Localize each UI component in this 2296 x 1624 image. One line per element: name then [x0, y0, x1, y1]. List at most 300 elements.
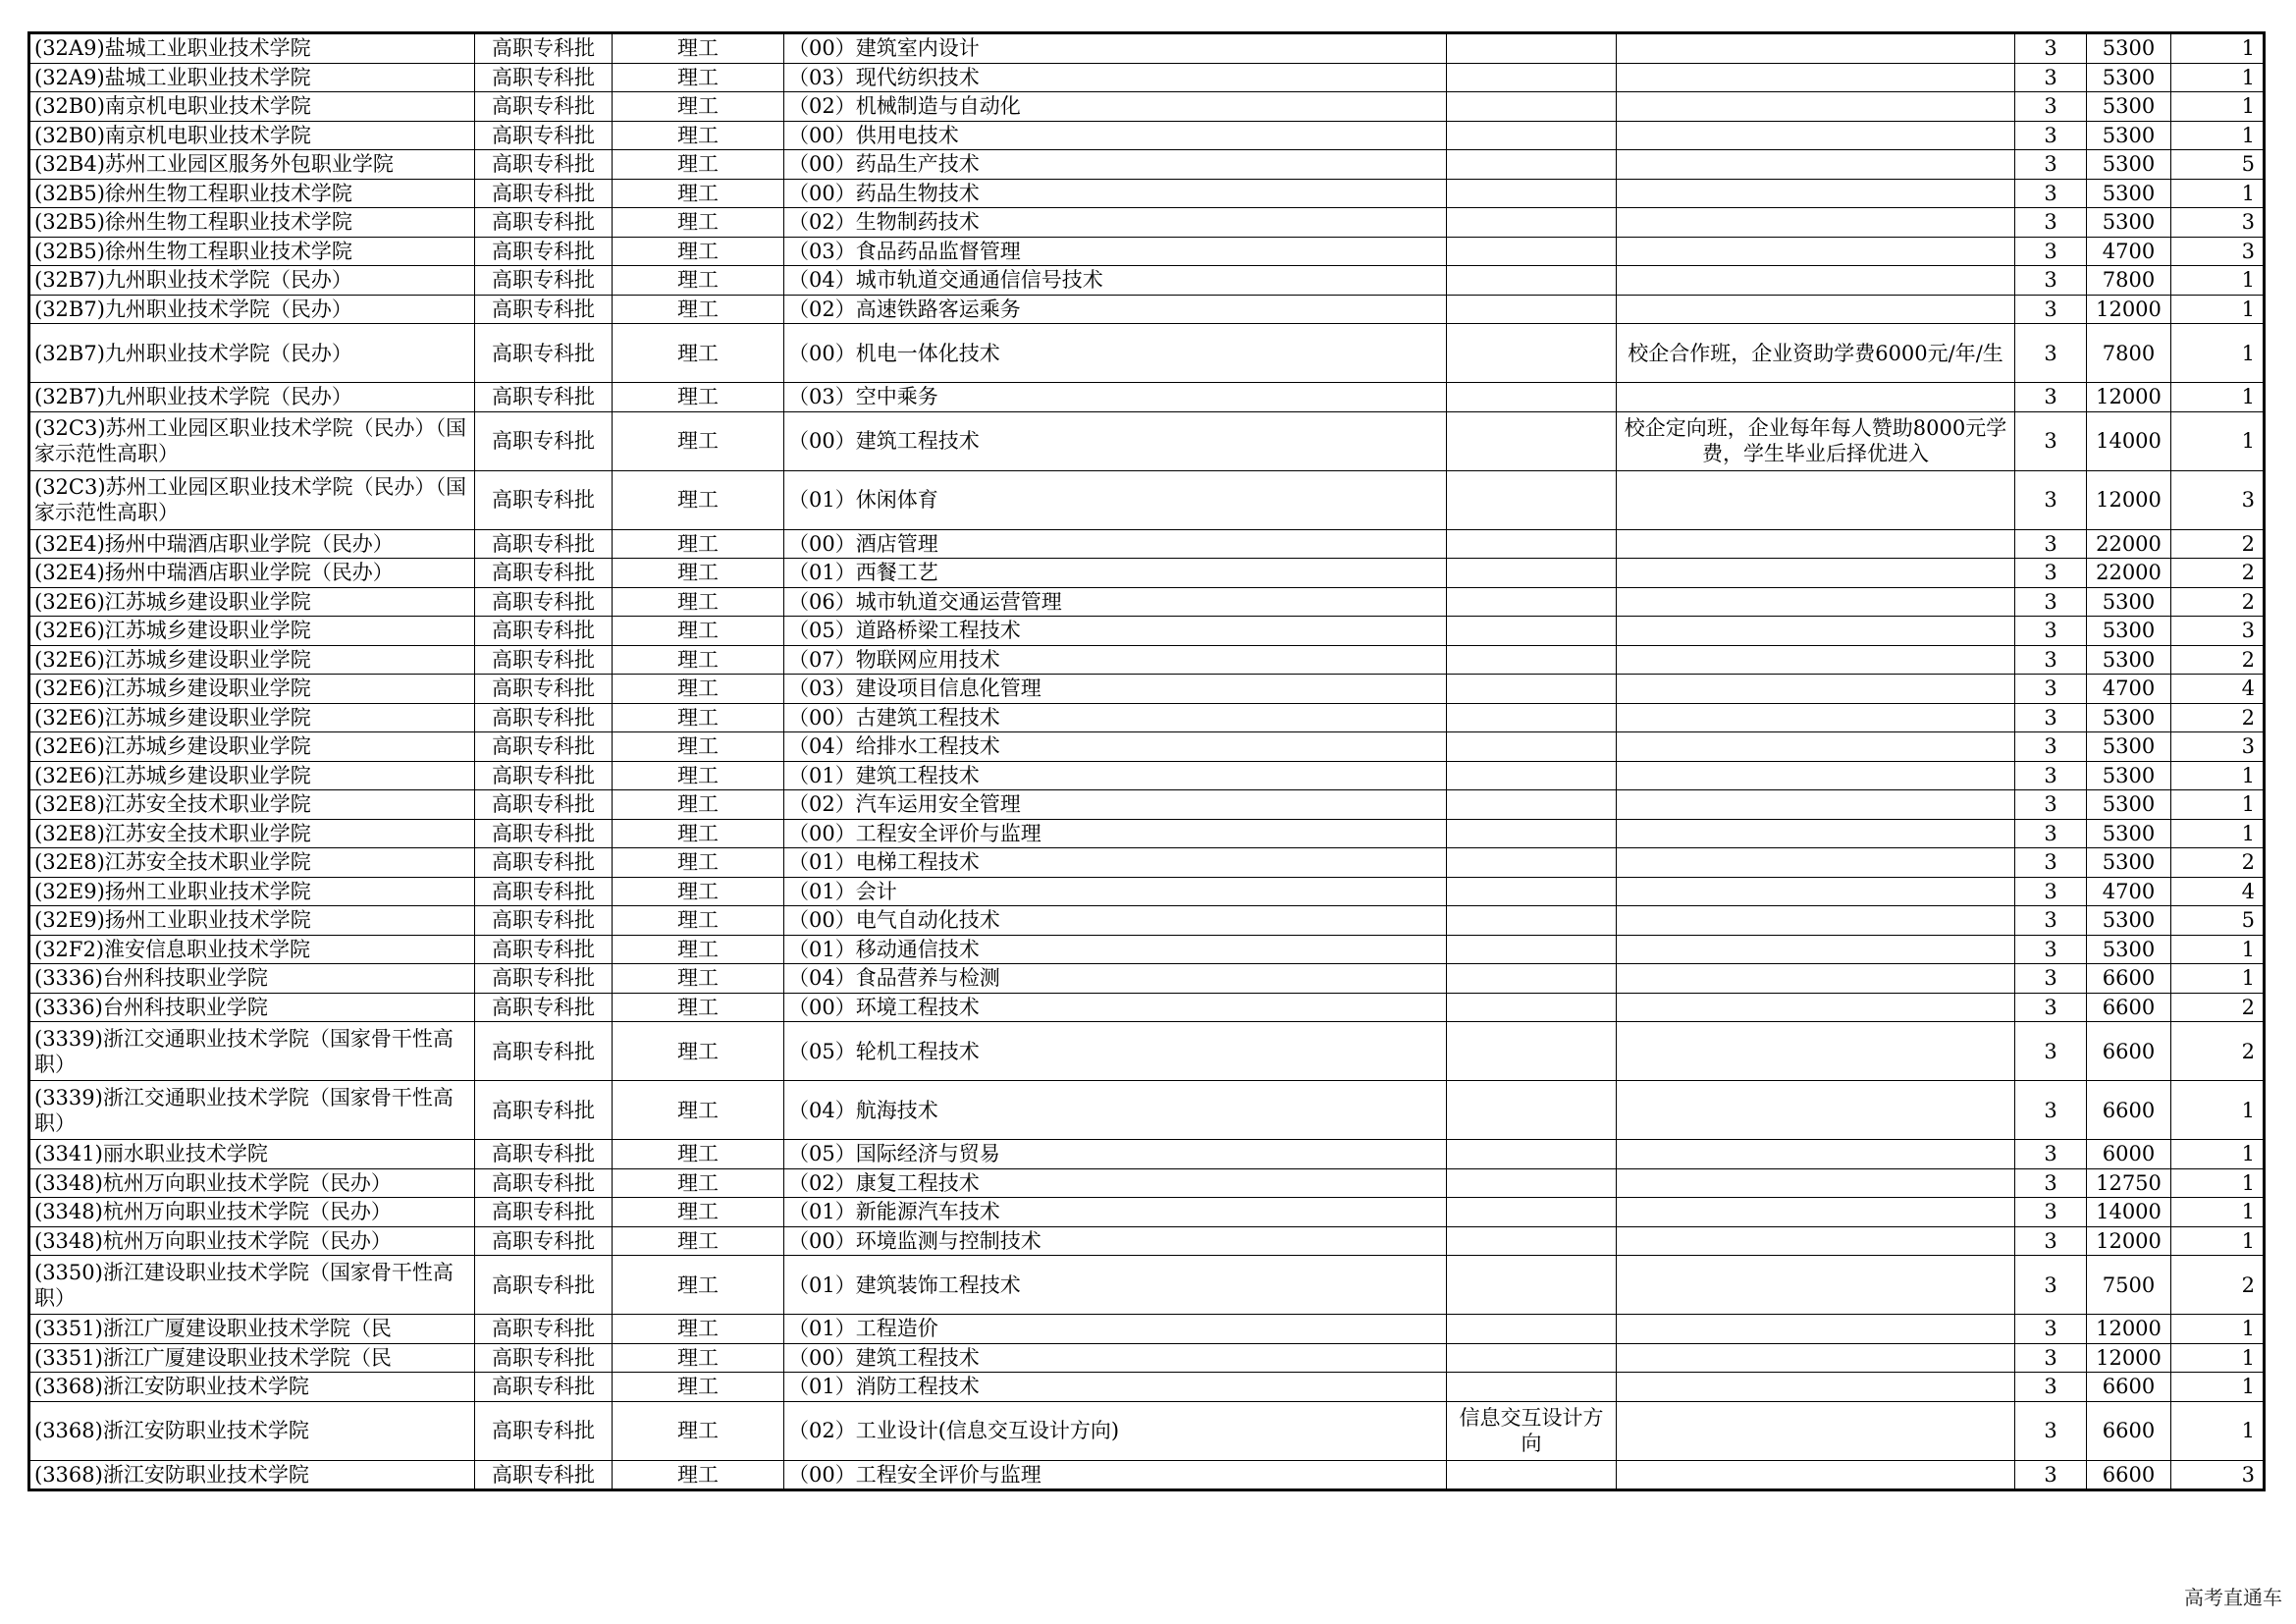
table-row — [29, 1081, 2265, 1140]
school-cell: (32E6)江苏城乡建设职业学院 — [29, 732, 475, 762]
duration-cell: 3 — [2015, 819, 2087, 848]
major-cell: （05）轮机工程技术 — [784, 1022, 1447, 1081]
major-cell: （01）会计 — [784, 877, 1447, 906]
school-cell: (32C3)苏州工业园区职业技术学院（民办）（国家示范性高职） — [29, 470, 475, 529]
table-row — [29, 703, 2265, 732]
remark-cell — [1617, 1256, 2015, 1315]
major-cell: （00）工程安全评价与监理 — [784, 819, 1447, 848]
category-cell: 理工 — [613, 411, 784, 470]
batch-cell: 高职专科批 — [475, 266, 613, 296]
remark-cell — [1617, 617, 2015, 646]
plan-count-cell: 2 — [2171, 587, 2265, 617]
batch-cell: 高职专科批 — [475, 935, 613, 964]
category-cell: 理工 — [613, 150, 784, 180]
major-cell: （02）生物制药技术 — [784, 208, 1447, 238]
tuition-cell: 6600 — [2087, 964, 2171, 994]
category-cell: 理工 — [613, 1315, 784, 1344]
direction-cell — [1447, 790, 1617, 820]
remark-cell — [1617, 295, 2015, 324]
school-cell: (32B5)徐州生物工程职业技术学院 — [29, 237, 475, 266]
table-row — [29, 1460, 2265, 1490]
school-cell: (32E6)江苏城乡建设职业学院 — [29, 761, 475, 790]
table-row — [29, 559, 2265, 588]
category-cell: 理工 — [613, 121, 784, 150]
table-row — [29, 150, 2265, 180]
tuition-cell: 5300 — [2087, 63, 2171, 92]
category-cell: 理工 — [613, 617, 784, 646]
major-cell: （00）建筑工程技术 — [784, 411, 1447, 470]
table-row — [29, 121, 2265, 150]
direction-cell — [1447, 1460, 1617, 1490]
major-cell: （01）建筑工程技术 — [784, 761, 1447, 790]
major-cell: （00）酒店管理 — [784, 529, 1447, 559]
plan-count-cell: 1 — [2171, 1343, 2265, 1373]
table-row — [29, 993, 2265, 1022]
batch-cell: 高职专科批 — [475, 703, 613, 732]
school-cell: (32B7)九州职业技术学院（民办） — [29, 324, 475, 383]
batch-cell: 高职专科批 — [475, 559, 613, 588]
batch-cell: 高职专科批 — [475, 993, 613, 1022]
duration-cell: 3 — [2015, 993, 2087, 1022]
duration-cell: 3 — [2015, 790, 2087, 820]
batch-cell: 高职专科批 — [475, 63, 613, 92]
duration-cell: 3 — [2015, 208, 2087, 238]
plan-count-cell: 1 — [2171, 63, 2265, 92]
tuition-cell: 12000 — [2087, 295, 2171, 324]
tuition-cell: 5300 — [2087, 703, 2171, 732]
duration-cell: 3 — [2015, 1373, 2087, 1402]
duration-cell: 3 — [2015, 150, 2087, 180]
tuition-cell: 14000 — [2087, 1198, 2171, 1227]
school-cell: (3368)浙江安防职业技术学院 — [29, 1373, 475, 1402]
direction-cell — [1447, 208, 1617, 238]
duration-cell: 3 — [2015, 179, 2087, 208]
tuition-cell: 5300 — [2087, 848, 2171, 878]
table-row — [29, 1373, 2265, 1402]
table-row — [29, 1226, 2265, 1256]
duration-cell: 3 — [2015, 33, 2087, 64]
tuition-cell: 12000 — [2087, 1315, 2171, 1344]
major-cell: （00）药品生物技术 — [784, 179, 1447, 208]
school-cell: (32B0)南京机电职业技术学院 — [29, 92, 475, 122]
direction-cell — [1447, 324, 1617, 383]
category-cell: 理工 — [613, 266, 784, 296]
batch-cell: 高职专科批 — [475, 121, 613, 150]
table-row — [29, 33, 2265, 64]
major-cell: （03）空中乘务 — [784, 383, 1447, 412]
remark-cell — [1617, 266, 2015, 296]
category-cell: 理工 — [613, 179, 784, 208]
school-cell: (3351)浙江广厦建设职业技术学院（民 — [29, 1343, 475, 1373]
direction-cell — [1447, 411, 1617, 470]
category-cell: 理工 — [613, 208, 784, 238]
major-cell: （01）西餐工艺 — [784, 559, 1447, 588]
direction-cell — [1447, 179, 1617, 208]
school-cell: (32B0)南京机电职业技术学院 — [29, 121, 475, 150]
remark-cell — [1617, 383, 2015, 412]
plan-count-cell: 1 — [2171, 1401, 2265, 1460]
duration-cell: 3 — [2015, 121, 2087, 150]
tuition-cell: 6600 — [2087, 1460, 2171, 1490]
tuition-cell: 14000 — [2087, 411, 2171, 470]
category-cell: 理工 — [613, 92, 784, 122]
direction-cell — [1447, 819, 1617, 848]
tuition-cell: 5300 — [2087, 33, 2171, 64]
table-row — [29, 1256, 2265, 1315]
plan-count-cell: 1 — [2171, 33, 2265, 64]
category-cell: 理工 — [613, 1460, 784, 1490]
tuition-cell: 22000 — [2087, 529, 2171, 559]
major-cell: （00）古建筑工程技术 — [784, 703, 1447, 732]
table-row — [29, 617, 2265, 646]
plan-count-cell: 3 — [2171, 617, 2265, 646]
batch-cell: 高职专科批 — [475, 1401, 613, 1460]
tuition-cell: 5300 — [2087, 819, 2171, 848]
plan-count-cell: 2 — [2171, 993, 2265, 1022]
plan-count-cell: 1 — [2171, 295, 2265, 324]
remark-cell — [1617, 761, 2015, 790]
table-row — [29, 790, 2265, 820]
direction-cell — [1447, 848, 1617, 878]
batch-cell: 高职专科批 — [475, 790, 613, 820]
plan-count-cell: 3 — [2171, 732, 2265, 762]
category-cell: 理工 — [613, 848, 784, 878]
direction-cell — [1447, 1140, 1617, 1169]
table-row — [29, 1140, 2265, 1169]
batch-cell: 高职专科批 — [475, 150, 613, 180]
table-row — [29, 1401, 2265, 1460]
duration-cell: 3 — [2015, 848, 2087, 878]
major-cell: （05）道路桥梁工程技术 — [784, 617, 1447, 646]
remark-cell: 校企合作班，企业资助学费6000元/年/生 — [1617, 324, 2015, 383]
school-cell: (32E9)扬州工业职业技术学院 — [29, 877, 475, 906]
category-cell: 理工 — [613, 324, 784, 383]
major-cell: （00）建筑工程技术 — [784, 1343, 1447, 1373]
tuition-cell: 6600 — [2087, 1081, 2171, 1140]
school-cell: (32B4)苏州工业园区服务外包职业学院 — [29, 150, 475, 180]
category-cell: 理工 — [613, 1168, 784, 1198]
remark-cell — [1617, 1168, 2015, 1198]
tuition-cell: 5300 — [2087, 587, 2171, 617]
school-cell: (3368)浙江安防职业技术学院 — [29, 1401, 475, 1460]
duration-cell: 3 — [2015, 63, 2087, 92]
table-row — [29, 761, 2265, 790]
school-cell: (3336)台州科技职业学院 — [29, 993, 475, 1022]
table-row — [29, 732, 2265, 762]
school-cell: (32E8)江苏安全技术职业学院 — [29, 848, 475, 878]
remark-cell — [1617, 848, 2015, 878]
duration-cell: 3 — [2015, 587, 2087, 617]
batch-cell: 高职专科批 — [475, 645, 613, 675]
batch-cell: 高职专科批 — [475, 1373, 613, 1402]
category-cell: 理工 — [613, 1373, 784, 1402]
remark-cell — [1617, 1460, 2015, 1490]
tuition-cell: 5300 — [2087, 935, 2171, 964]
major-cell: （01）消防工程技术 — [784, 1373, 1447, 1402]
direction-cell — [1447, 1198, 1617, 1227]
direction-cell — [1447, 645, 1617, 675]
duration-cell: 3 — [2015, 1315, 2087, 1344]
batch-cell: 高职专科批 — [475, 761, 613, 790]
table-row — [29, 935, 2265, 964]
school-cell: (32E9)扬州工业职业技术学院 — [29, 906, 475, 936]
remark-cell — [1617, 529, 2015, 559]
direction-cell — [1447, 121, 1617, 150]
school-cell: (32B7)九州职业技术学院（民办） — [29, 383, 475, 412]
tuition-cell: 5300 — [2087, 92, 2171, 122]
school-cell: (32A9)盐城工业职业技术学院 — [29, 33, 475, 64]
remark-cell — [1617, 1198, 2015, 1227]
direction-cell — [1447, 1226, 1617, 1256]
major-cell: （01）工程造价 — [784, 1315, 1447, 1344]
major-cell: （06）城市轨道交通运营管理 — [784, 587, 1447, 617]
plan-count-cell: 1 — [2171, 179, 2265, 208]
school-cell: (32C3)苏州工业园区职业技术学院（民办）（国家示范性高职） — [29, 411, 475, 470]
table-row — [29, 383, 2265, 412]
plan-count-cell: 1 — [2171, 1198, 2265, 1227]
plan-count-cell: 1 — [2171, 964, 2265, 994]
plan-count-cell: 2 — [2171, 645, 2265, 675]
direction-cell — [1447, 1022, 1617, 1081]
school-cell: (32B7)九州职业技术学院（民办） — [29, 266, 475, 296]
table-row — [29, 819, 2265, 848]
tuition-cell: 6000 — [2087, 1140, 2171, 1169]
direction-cell — [1447, 964, 1617, 994]
major-cell: （00）电气自动化技术 — [784, 906, 1447, 936]
remark-cell — [1617, 1373, 2015, 1402]
batch-cell: 高职专科批 — [475, 324, 613, 383]
table-row — [29, 1315, 2265, 1344]
category-cell: 理工 — [613, 559, 784, 588]
batch-cell: 高职专科批 — [475, 383, 613, 412]
category-cell: 理工 — [613, 1226, 784, 1256]
plan-count-cell: 1 — [2171, 92, 2265, 122]
category-cell: 理工 — [613, 877, 784, 906]
tuition-cell: 7800 — [2087, 324, 2171, 383]
direction-cell — [1447, 1168, 1617, 1198]
plan-count-cell: 2 — [2171, 703, 2265, 732]
table-row — [29, 906, 2265, 936]
duration-cell: 3 — [2015, 470, 2087, 529]
batch-cell: 高职专科批 — [475, 1343, 613, 1373]
major-cell: （07）物联网应用技术 — [784, 645, 1447, 675]
plan-count-cell: 4 — [2171, 675, 2265, 704]
batch-cell: 高职专科批 — [475, 92, 613, 122]
plan-count-cell: 4 — [2171, 877, 2265, 906]
duration-cell: 3 — [2015, 1460, 2087, 1490]
plan-count-cell: 1 — [2171, 1140, 2265, 1169]
school-cell: (3368)浙江安防职业技术学院 — [29, 1460, 475, 1490]
major-cell: （04）航海技术 — [784, 1081, 1447, 1140]
duration-cell: 3 — [2015, 529, 2087, 559]
batch-cell: 高职专科批 — [475, 617, 613, 646]
plan-count-cell: 1 — [2171, 324, 2265, 383]
plan-count-cell: 1 — [2171, 1168, 2265, 1198]
tuition-cell: 4700 — [2087, 237, 2171, 266]
direction-cell — [1447, 470, 1617, 529]
school-cell: (3339)浙江交通职业技术学院（国家骨干性高职） — [29, 1022, 475, 1081]
batch-cell: 高职专科批 — [475, 470, 613, 529]
major-cell: （01）新能源汽车技术 — [784, 1198, 1447, 1227]
remark-cell — [1617, 675, 2015, 704]
table-row — [29, 529, 2265, 559]
remark-cell — [1617, 993, 2015, 1022]
major-cell: （00）工程安全评价与监理 — [784, 1460, 1447, 1490]
plan-count-cell: 2 — [2171, 848, 2265, 878]
category-cell: 理工 — [613, 732, 784, 762]
school-cell: (3348)杭州万向职业技术学院（民办） — [29, 1168, 475, 1198]
plan-count-cell: 2 — [2171, 529, 2265, 559]
direction-cell — [1447, 675, 1617, 704]
category-cell: 理工 — [613, 529, 784, 559]
batch-cell: 高职专科批 — [475, 732, 613, 762]
major-cell: （04）食品营养与检测 — [784, 964, 1447, 994]
category-cell: 理工 — [613, 675, 784, 704]
category-cell: 理工 — [613, 295, 784, 324]
school-cell: (32E6)江苏城乡建设职业学院 — [29, 617, 475, 646]
table-row — [29, 295, 2265, 324]
school-cell: (32B7)九州职业技术学院（民办） — [29, 295, 475, 324]
plan-count-cell: 2 — [2171, 1022, 2265, 1081]
category-cell: 理工 — [613, 790, 784, 820]
duration-cell: 3 — [2015, 761, 2087, 790]
duration-cell: 3 — [2015, 675, 2087, 704]
category-cell: 理工 — [613, 1401, 784, 1460]
batch-cell: 高职专科批 — [475, 33, 613, 64]
remark-cell — [1617, 645, 2015, 675]
tuition-cell: 5300 — [2087, 645, 2171, 675]
remark-cell — [1617, 179, 2015, 208]
remark-cell — [1617, 1226, 2015, 1256]
duration-cell: 3 — [2015, 1022, 2087, 1081]
category-cell: 理工 — [613, 237, 784, 266]
table-row — [29, 1198, 2265, 1227]
table-row — [29, 208, 2265, 238]
remark-cell — [1617, 1315, 2015, 1344]
school-cell: (32B5)徐州生物工程职业技术学院 — [29, 208, 475, 238]
batch-cell: 高职专科批 — [475, 1315, 613, 1344]
direction-cell — [1447, 529, 1617, 559]
duration-cell: 3 — [2015, 383, 2087, 412]
category-cell: 理工 — [613, 906, 784, 936]
tuition-cell: 6600 — [2087, 993, 2171, 1022]
plan-count-cell: 1 — [2171, 1081, 2265, 1140]
remark-cell — [1617, 150, 2015, 180]
watermark-text: 高考直通车 — [2184, 1586, 2282, 1609]
remark-cell — [1617, 470, 2015, 529]
duration-cell: 3 — [2015, 92, 2087, 122]
plan-count-cell: 2 — [2171, 1256, 2265, 1315]
tuition-cell: 5300 — [2087, 906, 2171, 936]
tuition-cell: 5300 — [2087, 790, 2171, 820]
direction-cell — [1447, 1081, 1617, 1140]
school-cell: (3351)浙江广厦建设职业技术学院（民 — [29, 1315, 475, 1344]
direction-cell — [1447, 761, 1617, 790]
category-cell: 理工 — [613, 1343, 784, 1373]
duration-cell: 3 — [2015, 935, 2087, 964]
major-cell: （00）环境监测与控制技术 — [784, 1226, 1447, 1256]
major-cell: （05）国际经济与贸易 — [784, 1140, 1447, 1169]
duration-cell: 3 — [2015, 1081, 2087, 1140]
school-cell: (32F2)淮安信息职业技术学院 — [29, 935, 475, 964]
tuition-cell: 12000 — [2087, 470, 2171, 529]
category-cell: 理工 — [613, 1140, 784, 1169]
category-cell: 理工 — [613, 935, 784, 964]
remark-cell — [1617, 790, 2015, 820]
major-cell: （02）机械制造与自动化 — [784, 92, 1447, 122]
direction-cell — [1447, 92, 1617, 122]
tuition-cell: 4700 — [2087, 675, 2171, 704]
batch-cell: 高职专科批 — [475, 1081, 613, 1140]
tuition-cell: 5300 — [2087, 179, 2171, 208]
category-cell: 理工 — [613, 1198, 784, 1227]
remark-cell — [1617, 819, 2015, 848]
plan-count-cell: 5 — [2171, 906, 2265, 936]
direction-cell — [1447, 63, 1617, 92]
table-row — [29, 179, 2265, 208]
major-cell: （00）环境工程技术 — [784, 993, 1447, 1022]
batch-cell: 高职专科批 — [475, 1140, 613, 1169]
tuition-cell: 12000 — [2087, 383, 2171, 412]
remark-cell — [1617, 935, 2015, 964]
major-cell: （02）康复工程技术 — [784, 1168, 1447, 1198]
school-cell: (32A9)盐城工业职业技术学院 — [29, 63, 475, 92]
plan-count-cell: 1 — [2171, 819, 2265, 848]
remark-cell — [1617, 587, 2015, 617]
tuition-cell: 5300 — [2087, 732, 2171, 762]
school-cell: (32E6)江苏城乡建设职业学院 — [29, 703, 475, 732]
major-cell: （03）现代纺织技术 — [784, 63, 1447, 92]
batch-cell: 高职专科批 — [475, 877, 613, 906]
plan-count-cell: 3 — [2171, 208, 2265, 238]
school-cell: (32B5)徐州生物工程职业技术学院 — [29, 179, 475, 208]
table-row — [29, 1022, 2265, 1081]
tuition-cell: 12750 — [2087, 1168, 2171, 1198]
duration-cell: 3 — [2015, 411, 2087, 470]
enrollment-plan-table — [27, 31, 2266, 1491]
plan-count-cell: 1 — [2171, 935, 2265, 964]
duration-cell: 3 — [2015, 237, 2087, 266]
duration-cell: 3 — [2015, 906, 2087, 936]
remark-cell — [1617, 877, 2015, 906]
duration-cell: 3 — [2015, 266, 2087, 296]
tuition-cell: 6600 — [2087, 1022, 2171, 1081]
table-row — [29, 470, 2265, 529]
plan-count-cell: 3 — [2171, 237, 2265, 266]
category-cell: 理工 — [613, 470, 784, 529]
school-cell: (3350)浙江建设职业技术学院（国家骨干性高职） — [29, 1256, 475, 1315]
plan-count-cell: 2 — [2171, 559, 2265, 588]
batch-cell: 高职专科批 — [475, 179, 613, 208]
tuition-cell: 6600 — [2087, 1401, 2171, 1460]
direction-cell — [1447, 587, 1617, 617]
remark-cell — [1617, 1022, 2015, 1081]
plan-count-cell: 1 — [2171, 383, 2265, 412]
major-cell: （01）移动通信技术 — [784, 935, 1447, 964]
direction-cell — [1447, 877, 1617, 906]
major-cell: （02）工业设计(信息交互设计方向) — [784, 1401, 1447, 1460]
category-cell: 理工 — [613, 993, 784, 1022]
remark-cell — [1617, 208, 2015, 238]
major-cell: （01）休闲体育 — [784, 470, 1447, 529]
plan-count-cell: 1 — [2171, 1315, 2265, 1344]
major-cell: （02）高速铁路客运乘务 — [784, 295, 1447, 324]
duration-cell: 3 — [2015, 559, 2087, 588]
duration-cell: 3 — [2015, 1198, 2087, 1227]
plan-count-cell: 1 — [2171, 790, 2265, 820]
duration-cell: 3 — [2015, 1401, 2087, 1460]
duration-cell: 3 — [2015, 295, 2087, 324]
